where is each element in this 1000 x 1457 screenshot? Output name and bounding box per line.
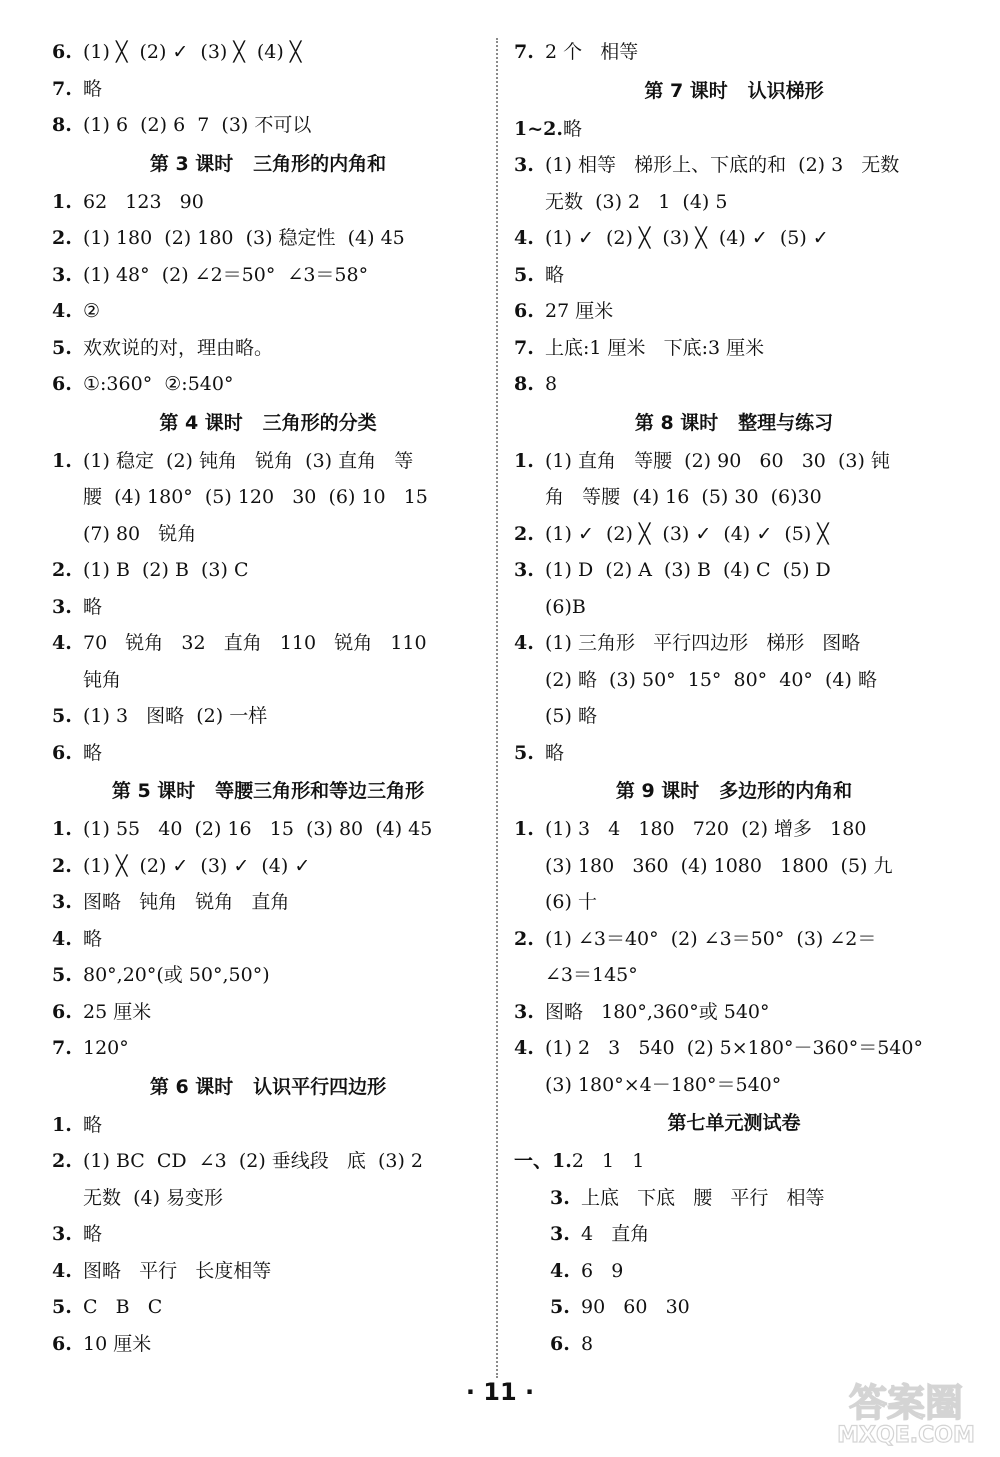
item-number: 1. <box>52 1113 72 1136</box>
item-number: 6. <box>52 41 72 63</box>
column-divider <box>496 38 498 1378</box>
answer-text: C B C <box>83 1296 163 1318</box>
answer-item <box>514 111 954 148</box>
answer-text: (1) ∠3＝40° (2) ∠3＝50° (3) ∠2＝ <box>545 927 877 950</box>
answer-text: (2) 略 (3) 50° 15° 80° 40° (4) 略 <box>545 668 877 691</box>
answer-item <box>514 994 954 1031</box>
item-number: 5. <box>52 1296 72 1318</box>
answer-text: 70 锐角 32 直角 110 锐角 110 <box>83 632 427 654</box>
answer-text: 上底 下底 腰 平行 相等 <box>581 1186 825 1209</box>
answer-text: 62 123 90 <box>83 190 204 213</box>
item-number: 7. <box>52 1037 72 1059</box>
answer-item <box>514 1326 954 1363</box>
answer-text: ①:360° ②:540° <box>83 373 234 395</box>
answer-item <box>52 552 484 589</box>
answer-text: 上底:1 厘米 下底:3 厘米 <box>545 336 765 359</box>
answer-text: (1) BC CD ∠3 (2) 垂线段 底 (3) 2 <box>83 1150 424 1172</box>
answer-item <box>514 1143 954 1180</box>
answer-text: (1) ╳ (2) ✓ (3) ✓ (4) ✓ <box>83 854 311 877</box>
answer-text: (1) 相等 梯形上、下底的和 (2) 3 无数 <box>545 154 900 176</box>
answer-text: (1) 3 图略 (2) 一样 <box>83 705 268 727</box>
item-number: 8. <box>52 114 72 136</box>
answer-continuation <box>514 184 954 221</box>
answer-continuation <box>52 516 484 553</box>
item-number: 6. <box>52 1000 72 1023</box>
answer-item <box>52 107 484 144</box>
answer-column-left <box>52 34 484 1362</box>
answer-text: 无数 (3) 2 1 (4) 5 <box>545 190 728 213</box>
answer-text: 2 个 相等 <box>545 41 639 63</box>
item-number: 5. <box>52 705 72 727</box>
answer-text: 图略 钝角 锐角 直角 <box>83 891 290 913</box>
answer-item <box>52 1107 484 1144</box>
item-number: 4. <box>52 632 72 654</box>
answer-item <box>514 34 954 71</box>
answer-continuation <box>514 957 954 994</box>
item-number: 1. <box>52 449 72 472</box>
answer-text: 钝角 <box>83 668 122 691</box>
answer-text: 略 <box>545 741 565 764</box>
item-number: 4. <box>52 1259 72 1282</box>
answer-item <box>514 1216 954 1253</box>
answer-text: 略 <box>83 1113 103 1136</box>
item-number: 1. <box>52 818 72 840</box>
item-number: 1~2. <box>514 117 563 140</box>
item-number: 2. <box>52 1150 72 1172</box>
answer-text: (6)B <box>545 595 586 618</box>
item-number: 3. <box>514 154 534 176</box>
item-number: 1. <box>514 449 534 472</box>
answer-item <box>52 921 484 958</box>
item-number: 3. <box>52 1223 72 1245</box>
answer-item <box>52 625 484 662</box>
answer-text: 4 直角 <box>581 1223 650 1245</box>
answer-item <box>514 257 954 294</box>
answer-continuation <box>52 479 484 516</box>
answer-text: (1) B (2) B (3) C <box>83 559 249 581</box>
answer-item <box>52 1143 484 1180</box>
answer-item <box>52 1253 484 1290</box>
answer-text: 腰 (4) 180° (5) 120 30 (6) 10 15 <box>83 486 428 508</box>
item-number: 3. <box>550 1186 570 1209</box>
item-number: 5. <box>514 741 534 764</box>
page-number: · 11 · <box>465 1378 535 1406</box>
item-number: 4. <box>550 1259 570 1282</box>
answer-continuation <box>514 479 954 516</box>
answer-item <box>514 366 954 403</box>
answer-text: 27 厘米 <box>545 300 614 322</box>
answer-text: (1) 三角形 平行四边形 梯形 图略 <box>545 632 861 654</box>
item-number: 3. <box>514 1000 534 1023</box>
item-number: 7. <box>514 336 534 359</box>
item-number: 4. <box>52 300 72 322</box>
answer-item <box>514 552 954 589</box>
answer-item <box>514 735 954 772</box>
answer-text: (1) ╳ (2) ✓ (3) ╳ (4) ╳ <box>83 41 302 63</box>
answer-item <box>52 957 484 994</box>
answer-item <box>52 257 484 294</box>
answer-text: (1) 稳定 (2) 钝角 锐角 (3) 直角 等 <box>83 449 414 472</box>
answer-text: (1) ✓ (2) ╳ (3) ✓ (4) ✓ (5) ╳ <box>545 522 829 545</box>
item-number: 1. <box>52 190 72 213</box>
item-number: 4. <box>514 227 534 249</box>
answer-continuation <box>52 662 484 699</box>
section-heading: 第 3 课时 三角形的内角和 <box>149 152 387 175</box>
item-number: 5. <box>514 263 534 286</box>
answer-item <box>52 884 484 921</box>
answer-item <box>514 147 954 184</box>
answer-continuation <box>514 1067 954 1104</box>
answer-item <box>52 220 484 257</box>
item-number: 3. <box>52 891 72 913</box>
answer-item <box>52 1289 484 1326</box>
item-number: 6. <box>514 300 534 322</box>
answer-item <box>514 1289 954 1326</box>
answer-item <box>52 184 484 221</box>
answer-text: (1) 6 (2) 6 7 (3) 不可以 <box>83 114 312 136</box>
answer-text: (1) 3 4 180 720 (2) 增多 180 <box>545 818 867 840</box>
section-heading: 第 7 课时 认识梯形 <box>644 79 824 102</box>
item-number: 3. <box>52 595 72 618</box>
answer-text: 角 等腰 (4) 16 (5) 30 (6)30 <box>545 486 822 508</box>
answer-item <box>52 1030 484 1067</box>
answer-continuation <box>514 848 954 885</box>
answer-text: 略 <box>83 77 103 100</box>
item-number: 6. <box>52 1332 72 1355</box>
item-number: 7. <box>52 77 72 100</box>
item-number: 4. <box>52 927 72 950</box>
answer-column-right <box>514 34 954 1362</box>
answer-text: (6) 十 <box>545 891 597 913</box>
answer-text: 略 <box>83 927 103 950</box>
answer-text: 8 <box>545 373 558 395</box>
answer-text: (1) 2 3 540 (2) 5×180°－360°＝540° <box>545 1037 923 1059</box>
item-number: 4. <box>514 1037 534 1059</box>
answer-item <box>514 220 954 257</box>
item-number: 2. <box>52 854 72 877</box>
answer-text: 欢欢说的对，理由略。 <box>83 336 274 359</box>
answer-continuation <box>514 884 954 921</box>
answer-continuation <box>514 698 954 735</box>
answer-item <box>52 994 484 1031</box>
item-number: 4. <box>514 632 534 654</box>
answer-item <box>514 625 954 662</box>
answer-text: 无数 (4) 易变形 <box>83 1186 224 1209</box>
answer-item <box>52 735 484 772</box>
item-number: 7. <box>514 41 534 63</box>
answer-item <box>52 1326 484 1363</box>
answer-text: (1) 直角 等腰 (2) 90 60 30 (3) 钝 <box>545 449 890 472</box>
answer-item <box>52 1216 484 1253</box>
answer-continuation <box>52 1180 484 1217</box>
item-number: 2. <box>52 227 72 249</box>
item-number: 6. <box>550 1332 570 1355</box>
answer-text: 80°,20°(或 50°,50°) <box>83 964 270 986</box>
answer-text: 图略 平行 长度相等 <box>83 1259 272 1282</box>
watermark-site-text: MXQE.COM <box>837 1423 975 1448</box>
item-number: 3. <box>550 1223 570 1245</box>
answer-continuation <box>514 589 954 626</box>
answer-text: 8 <box>581 1332 594 1355</box>
answer-text: ∠3＝145° <box>545 964 638 986</box>
answer-item <box>52 293 484 330</box>
item-number: 3. <box>52 263 72 286</box>
item-number: 3. <box>514 559 534 581</box>
answer-text: (1) 48° (2) ∠2＝50° ∠3＝58° <box>83 263 369 286</box>
item-number: 5. <box>550 1296 570 1318</box>
answer-item <box>514 516 954 553</box>
answer-text: 略 <box>83 595 103 618</box>
answer-text: 90 60 30 <box>581 1296 690 1318</box>
answer-text: (1) D (2) A (3) B (4) C (5) D <box>545 559 831 581</box>
answer-text: (7) 80 锐角 <box>83 522 197 545</box>
item-number: 2. <box>514 522 534 545</box>
answer-item <box>52 848 484 885</box>
item-number: 5. <box>52 336 72 359</box>
answer-item <box>52 589 484 626</box>
section-heading: 第七单元测试卷 <box>667 1112 801 1134</box>
answer-item <box>52 811 484 848</box>
section-heading: 第 5 课时 等腰三角形和等边三角形 <box>111 780 425 802</box>
answer-text: 图略 180°,360°或 540° <box>545 1000 770 1023</box>
answer-text: 2 1 1 <box>571 1150 645 1172</box>
answer-item <box>514 1030 954 1067</box>
item-number: 5. <box>52 964 72 986</box>
watermark-logo-text: 答案圈 <box>848 1381 964 1425</box>
answer-text: 略 <box>562 117 582 140</box>
answer-item <box>52 366 484 403</box>
answer-text: (1) ✓ (2) ╳ (3) ╳ (4) ✓ (5) ✓ <box>545 227 829 249</box>
answer-item <box>514 443 954 480</box>
section-heading: 第 9 课时 多边形的内角和 <box>615 780 853 802</box>
answer-item <box>52 330 484 367</box>
section-heading: 第 8 课时 整理与练习 <box>634 411 834 434</box>
answer-item <box>514 1253 954 1290</box>
answer-item <box>52 443 484 480</box>
answer-text: (3) 180°×4－180°＝540° <box>545 1073 782 1096</box>
item-number: 1. <box>514 818 534 840</box>
answer-text: 略 <box>545 263 565 286</box>
answer-item <box>52 34 484 71</box>
item-number: 6. <box>52 373 72 395</box>
item-number: 6. <box>52 741 72 764</box>
answer-text: 120° <box>83 1037 129 1059</box>
answer-text: (3) 180 360 (4) 1080 1800 (5) 九 <box>545 854 893 877</box>
answer-continuation <box>514 662 954 699</box>
item-number: 一、1. <box>514 1150 572 1172</box>
answer-text: 25 厘米 <box>83 1000 152 1023</box>
answer-text: 略 <box>83 741 103 764</box>
answer-text: (1) 180 (2) 180 (3) 稳定性 (4) 45 <box>83 227 405 249</box>
answer-item <box>514 293 954 330</box>
section-heading: 第 4 课时 三角形的分类 <box>159 411 377 434</box>
answer-text: 略 <box>83 1223 103 1245</box>
answer-item <box>52 698 484 735</box>
answer-text: (5) 略 <box>545 705 597 727</box>
answer-text: 10 厘米 <box>83 1332 152 1355</box>
item-number: 2. <box>514 927 534 950</box>
answer-text: ② <box>83 300 101 322</box>
answer-item <box>52 71 484 108</box>
item-number: 8. <box>514 373 534 395</box>
watermark-logo <box>820 1376 992 1448</box>
section-heading: 第 6 课时 认识平行四边形 <box>149 1075 387 1098</box>
answer-item <box>514 811 954 848</box>
answer-item <box>514 330 954 367</box>
answer-text: 6 9 <box>581 1259 624 1282</box>
answer-item <box>514 1180 954 1217</box>
item-number: 2. <box>52 559 72 581</box>
answer-text: (1) 55 40 (2) 16 15 (3) 80 (4) 45 <box>83 818 433 840</box>
answer-item <box>514 921 954 958</box>
